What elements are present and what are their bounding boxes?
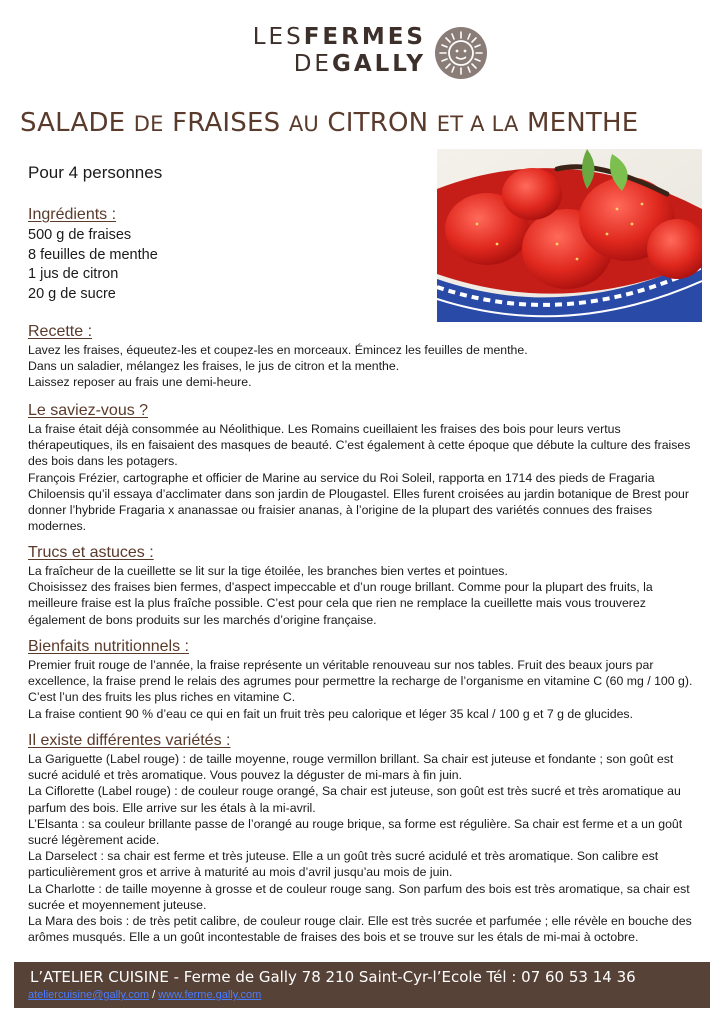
did-you-know-paragraph: La fraise était déjà consommée au Néolithique. Les Romains cueillaient les fraises des bois pour leurs vertus thérapeutiques, ils en faisaient des masques de beauté. C’est également à cette époque que débute la culture des fraises des bois dans les potagers. xyxy=(28,422,691,469)
footer-contact xyxy=(30,968,636,986)
ingredients-list xyxy=(28,226,158,304)
did-you-know-text xyxy=(28,421,700,534)
recipe-line: Dans un saladier, mélangez les fraises, le jus de citron et la menthe. xyxy=(28,359,400,374)
variety-desc: : sa chair est ferme et très juteuse. Elle a un goût très sucré acidulé et très aromatique. Son calibre est particulièrement gros et arrive à maturité au mois d’avril jusqu’au mois de juin. xyxy=(28,849,659,880)
brand-les: LES xyxy=(252,24,304,50)
website-link[interactable]: www.ferme.gally.com xyxy=(158,989,262,1001)
benefits-text xyxy=(28,657,700,722)
email-link[interactable]: ateliercuisine@gally.com xyxy=(28,989,150,1001)
benefits-heading: Bienfaits nutritionnels : xyxy=(28,638,189,655)
brand-wordmark xyxy=(250,24,426,78)
recipe-heading: Recette : xyxy=(28,323,93,340)
variety-name: La Gariguette (Label rouge) xyxy=(28,752,180,766)
link-separator: / xyxy=(149,989,159,1001)
variety-name: La Mara des bois xyxy=(28,914,123,929)
variety-desc: : de couleur rouge orangé, Sa chair est juteuse, son goût est très sucré et très aromatique au parfum des bois. Elle arrive sur les étals à la mi-avril. xyxy=(28,784,681,815)
recipe-line: Lavez les fraises, équeutez-les et coupez-les en morceaux. Émincez les feuilles de menthe. xyxy=(28,343,528,357)
variety-item xyxy=(28,848,700,880)
variety-name: La Darselect xyxy=(28,849,98,864)
variety-desc: : de taille moyenne, rouge vermillon brillant. Sa chair est juteuse et fondante ; son goût est sucré acidulé et très aromatique. Vous pouvez la déguster de mi-mars à fin juin. xyxy=(28,752,674,783)
variety-name: L’Elsanta xyxy=(28,816,78,831)
footer-atelier-name: L’ATELIER CUISINE xyxy=(30,968,169,986)
varieties-list xyxy=(28,751,700,945)
ingredient-item: 1 jus de citron xyxy=(28,266,119,282)
footer-bar xyxy=(14,962,710,1008)
variety-item xyxy=(28,881,700,913)
ingredient-item: 8 feuilles de menthe xyxy=(28,246,158,263)
variety-desc: : de très petit calibre, de couleur rouge clair. Elle est très sucrée et parfumée ; elle révèle en bouche des arômes musqués. Elle a un goût incontestable de fraises des bois et se trouve sur les étals de mi-mai à octobre. xyxy=(28,914,692,945)
brand-fermes: FERMES xyxy=(303,24,426,50)
did-you-know-paragraph: François Frézier, cartographe et officier de Marine au service du Roi Soleil, rapporta en 1714 des pieds de Fragaria Chiloensis qu’il essaya d’acclimater dans son jardin de Plougastel. Elles furent croisées au jardin botanique de Brest pour donner l’hybride Fragaria x ananassae ou fraisier ananas, à l’origine de la plupart des variétés connues des fraises modernes. xyxy=(28,470,689,534)
tips-heading: Trucs et astuces : xyxy=(28,544,154,561)
benefits-paragraph: Premier fruit rouge de l’année, la fraise représente un véritable renouveau sur nos tables. Fruit des beaux jours par excellence, la fraise prend le relais des agrumes pour permettre la recharge de l’organisme en vitamine C (60 mg / 100 g). C’est l’un des fruits les plus riches en vitamine C. xyxy=(28,658,693,705)
variety-desc: : sa couleur brillante passe de l’orangé au rouge brique, sa forme est régulière. Sa chair est ferme et a un goût sucré légèrement acide. xyxy=(28,816,683,848)
tips-paragraph: Choisissez des fraises bien fermes, d’aspect impeccable et d’un rouge brillant. Comme pour la plupart des fruits, la meilleure fraise est la plus fraîche possible. C’est pour cela que rien ne remplace la cueillette mais vous trouverez également de bons produits sur les marchés d’origine française. xyxy=(28,580,653,627)
brand-gally: GALLY xyxy=(331,51,426,77)
servings: Pour 4 personnes xyxy=(28,163,163,182)
sun-face-seal-icon xyxy=(434,26,488,80)
brand-de: DE xyxy=(293,51,332,77)
varieties-heading: Il existe différentes variétés : xyxy=(28,732,231,749)
tips-paragraph: La fraîcheur de la cueillette se lit sur la tige étoilée, les branches bien vertes et pointues. xyxy=(28,564,508,578)
ingredient-item: 20 g de sucre xyxy=(28,285,116,302)
benefits-paragraph: La fraise contient 90 % d’eau ce qui en fait un fruit très peu calorique et léger 35 kcal / 100 g et 7 g de glucides. xyxy=(28,706,633,721)
strawberry-salad-photo xyxy=(437,149,702,322)
footer-address-phone: - Ferme de Gally 78 210 Saint-Cyr-l’Ecole Tél : 07 60 53 14 36 xyxy=(168,968,636,986)
recipe-steps xyxy=(28,342,700,391)
variety-item xyxy=(28,913,700,945)
variety-item xyxy=(28,783,700,815)
tips-text xyxy=(28,563,700,628)
did-you-know-heading: Le saviez-vous ? xyxy=(28,402,149,419)
recipe-line: Laissez reposer au frais une demi-heure. xyxy=(28,375,252,390)
variety-name: La Ciflorette (Label rouge) xyxy=(28,784,171,799)
ingredient-item: 500 g de fraises xyxy=(28,227,132,243)
page-title: SALADE DE FRAISES AU CITRON ET A LA MENTHE xyxy=(20,108,639,138)
variety-item xyxy=(28,816,700,848)
ingredients-heading: Ingrédients : xyxy=(28,206,117,223)
variety-name: La Charlotte xyxy=(28,881,95,896)
footer-links xyxy=(28,989,261,1001)
variety-item xyxy=(28,751,700,783)
variety-desc: : de taille moyenne à grosse et de couleur rouge sang. Son parfum des bois est très aromatique, sa chair est sucrée et moyennement juteuse. xyxy=(28,881,690,912)
